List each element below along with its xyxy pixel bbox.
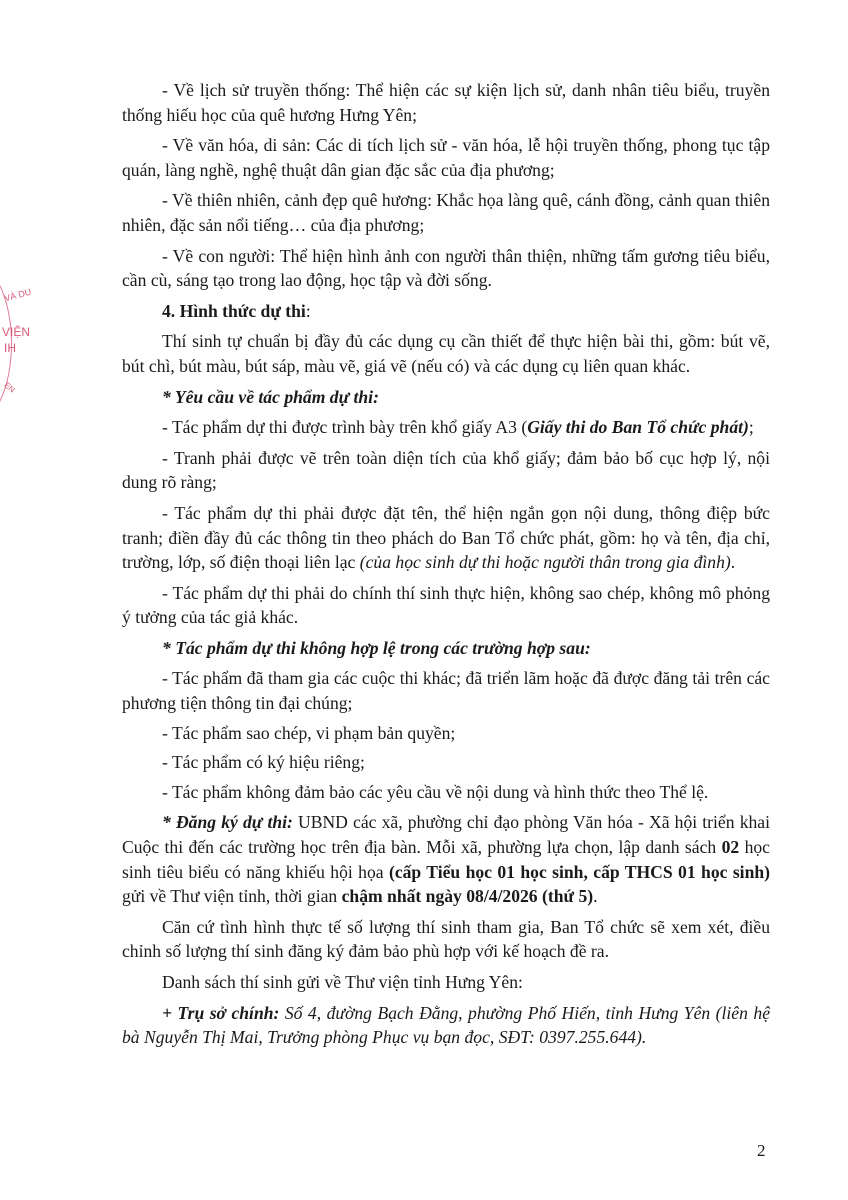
registration-label: * Đăng ký dự thi: [162, 812, 293, 833]
headquarters-label: + Trụ sở chính: [162, 1002, 280, 1023]
registration-count: 02 [721, 837, 740, 858]
invalid-heading [122, 636, 770, 661]
requirement-3-italic: (của học sinh dự thi hoặc người thân trong gia đình) [359, 552, 731, 573]
requirement-1-emphasis: Giấy thi do Ban Tổ chức phát) [527, 417, 749, 438]
paragraph-adjustment: Căn cứ tình hình thực tế số lượng thí sinh tham gia, Ban Tổ chức sẽ xem xét, điều chỉnh số lượng thí sinh đăng ký đảm bảo phù hợp với kế hoạch đề ra. [122, 916, 770, 962]
registration-text-a: UBND các xã, phường chỉ đạo phòng Văn hóa - Xã hội triển khai Cuộc thi đến các trường học trên địa bàn. Mỗi xã, phường lựa chọn, lập danh sách [122, 812, 770, 858]
headquarters-paragraph [122, 1001, 770, 1050]
registration-end: . [593, 886, 598, 907]
requirement-3 [122, 501, 770, 575]
section-heading-4-colon: : [305, 300, 311, 321]
paragraph-culture: - Về văn hóa, di sản: Các di tích lịch sử - văn hóa, lễ hội truyền thống, phong tục tập quán, làng nghề, nghệ thuật dân gian đặc sắc của địa phương; [122, 135, 770, 180]
stamp-ring [0, 265, 12, 422]
registration-levels: (cấp Tiểu học 01 học sinh, cấp THCS 01 học sinh) [388, 861, 770, 882]
registration-deadline: chậm nhất ngày 08/4/2026 (thứ 5) [341, 886, 594, 907]
invalid-3: - Tác phẩm có ký hiệu riêng; [162, 752, 365, 773]
headquarters-text: Số 4, đường Bạch Đằng, phường Phố Hiến, tỉnh Hưng Yên (liên hệ bà Nguyễn Thị Mai, Trưởng phòng Phục vụ bạn đọc, SĐT: 0397.255.644). [122, 1002, 770, 1048]
registration-text-e: gửi về Thư viện tỉnh, thời gian [122, 886, 342, 907]
registration-text-c: học sinh tiêu biểu có năng khiếu hội họa [122, 837, 770, 882]
paragraph-nature: - Về thiên nhiên, cảnh đẹp quê hương: Khắc họa làng quê, cánh đồng, cảnh quan thiên nhiên, đặc sản nổi tiếng… của địa phương; [122, 190, 770, 235]
invalid-1: - Tác phẩm đã tham gia các cuộc thi khác; đã triển lãm hoặc đã được đăng tải trên các phương tiện thông tin đại chúng; [122, 668, 770, 714]
registration-paragraph [122, 810, 770, 908]
stamp-text-bottom: EN [2, 380, 17, 395]
paragraph-history: - Về lịch sử truyền thống: Thể hiện các sự kiện lịch sử, danh nhân tiêu biểu, truyền thống hiếu học của quê hương Hưng Yên; [122, 80, 770, 125]
invalid-4: - Tác phẩm không đảm bảo các yêu cầu về nội dung và hình thức theo Thể lệ. [162, 781, 709, 802]
red-stamp-fragment [0, 265, 50, 425]
stamp-text-top: VÀ DU [3, 286, 33, 304]
paragraph-materials: Thí sinh tự chuẩn bị đầy đủ các dụng cụ cần thiết để thực hiện bài thi, gồm: bút vẽ, bút chì, bút màu, bút sáp, màu vẽ, giá vẽ (nếu có) và các dụng cụ liên quan khác. [122, 331, 770, 376]
stamp-text-ih: IH [4, 341, 16, 355]
requirement-4: - Tác phẩm dự thi phải do chính thí sinh thực hiện, không sao chép, không mô phỏng ý tưởng của tác giả khác. [122, 582, 770, 628]
paragraph-submit-to: Danh sách thí sinh gửi về Thư viện tỉnh Hưng Yên: [162, 972, 523, 992]
document-body [122, 78, 770, 1056]
requirement-1-text: - Tác phẩm dự thi được trình bày trên khổ giấy A3 ( [162, 417, 528, 438]
section-heading-4-text: 4. Hình thức dự thi [162, 300, 306, 321]
requirement-3-text: - Tác phẩm dự thi phải được đặt tên, thể hiện ngắn gọn nội dung, thông điệp bức tranh; điền đầy đủ các thông tin theo phách do Ban Tổ chức phát, gồm: họ và tên, địa chỉ, trường, lớp, số điện thoại liên lạc [122, 502, 770, 573]
requirements-heading [122, 385, 770, 410]
requirement-3-end: . [730, 552, 736, 573]
stamp-text-vien: VIỆN [2, 325, 31, 339]
requirement-1 [122, 415, 770, 440]
paragraph-people: - Về con người: Thể hiện hình ảnh con người thân thiện, những tấm gương tiêu biểu, cần cù, sáng tạo trong lao động, học tập và đời sống. [122, 245, 770, 291]
requirements-heading-text: * Yêu cầu về tác phẩm dự thi: [162, 386, 379, 407]
section-heading-4 [122, 299, 770, 324]
requirement-2: - Tranh phải được vẽ trên toàn diện tích của khổ giấy; đảm bảo bố cục hợp lý, nội dung rõ ràng; [122, 447, 770, 493]
page-number: 2 [757, 1141, 766, 1160]
invalid-2: - Tác phẩm sao chép, vi phạm bản quyền; [162, 722, 456, 743]
invalid-heading-text: * Tác phẩm dự thi không hợp lệ trong các trường hợp sau: [162, 637, 591, 658]
requirement-1-end: ; [748, 417, 754, 438]
